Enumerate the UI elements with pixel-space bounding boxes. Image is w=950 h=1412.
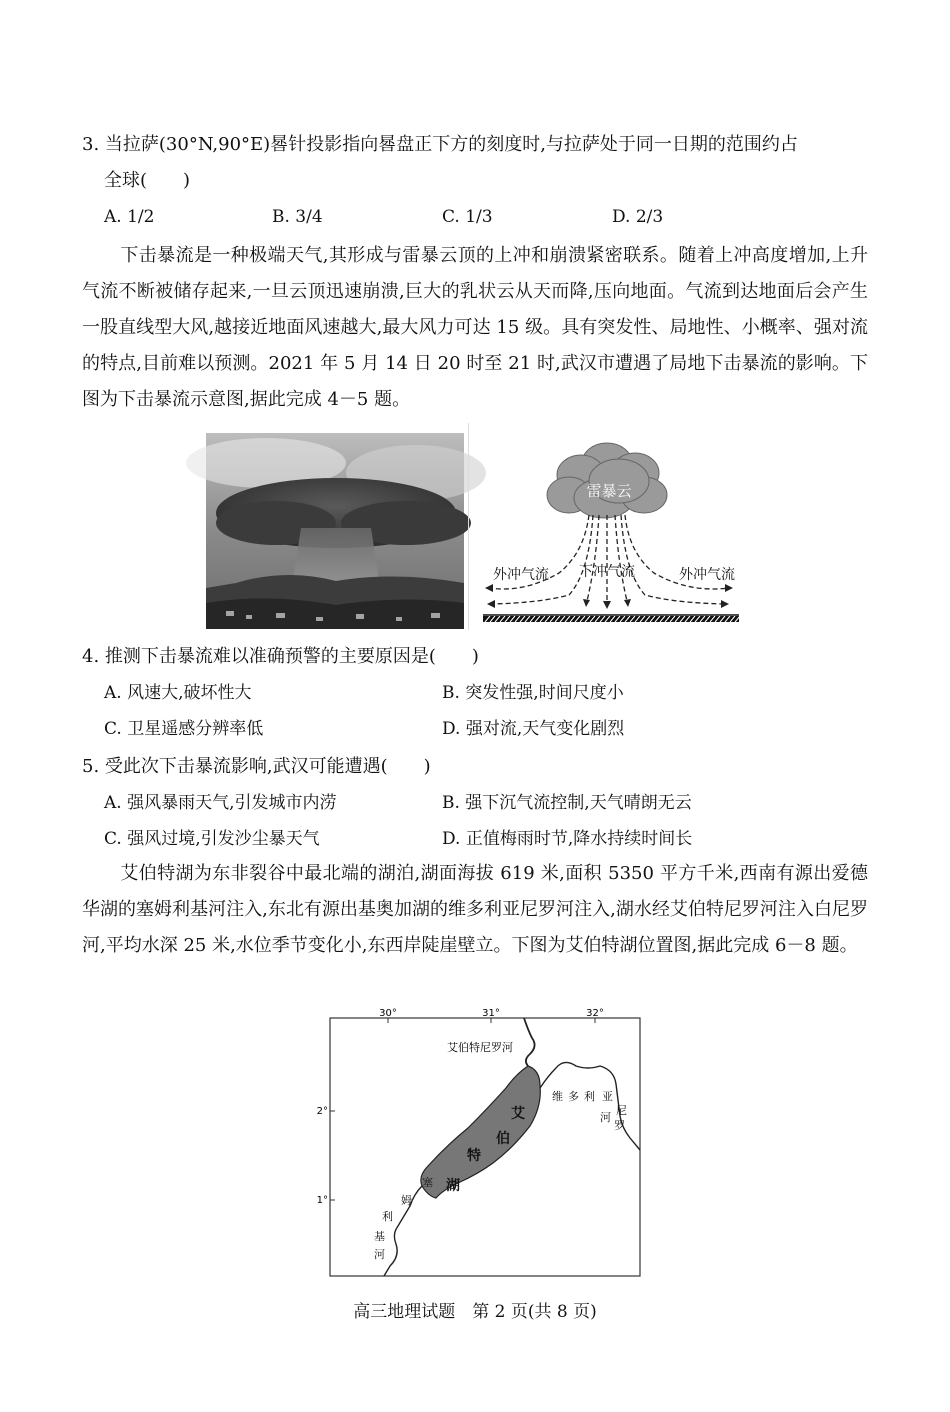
- victoria-nile-char: 维: [552, 1090, 563, 1103]
- lon-label-32: 32°: [586, 1008, 604, 1019]
- lat-label-1: 1°: [316, 1195, 328, 1206]
- downburst-diagram: [468, 423, 745, 630]
- albert-nile-label: 艾伯特尼罗河: [447, 1041, 513, 1054]
- semliki-char: 河: [374, 1248, 385, 1261]
- passage-lake-albert-text: 艾伯特湖为东非裂谷中最北端的湖泊,湖面海拔 619 米,面积 5350 平方千米,西南有源出爱德华湖的塞姆利基河注入,东北有源出基奥加湖的维多利亚尼罗河注入,湖水经艾伯特尼罗河注入白尼罗河,平均水深 25 米,水位季节变化小,东西岸陡崖壁立。下图为艾伯特湖位置图,据此完成 6－8 题。: [82, 863, 868, 956]
- q5-option-a: A. 强风暴雨天气,引发城市内涝: [104, 793, 337, 813]
- downdraft-label: 下冲气流: [579, 564, 635, 580]
- lake-albert-map: [318, 1008, 644, 1280]
- thunderstorm-cloud: [547, 443, 667, 518]
- victoria-nile-char: 河: [600, 1111, 611, 1124]
- outflow-right-label: 外冲气流: [679, 567, 735, 583]
- page-footer: 高三地理试题 第 2 页(共 8 页): [353, 1302, 597, 1322]
- semliki-char: 姆: [401, 1194, 412, 1207]
- semliki-char: 塞: [422, 1176, 433, 1189]
- q3-stem-line1: 3. 当拉萨(30°N,90°E)晷针投影指向晷盘正下方的刻度时,与拉萨处于同一日期的范围约占: [82, 134, 798, 155]
- q4-option-c: C. 卫星遥感分辨率低: [104, 719, 264, 739]
- q3-option-c: C. 1/3: [442, 207, 493, 227]
- lon-label-31: 31°: [482, 1008, 500, 1019]
- q4-stem: 4. 推测下击暴流难以准确预警的主要原因是( ): [82, 646, 479, 667]
- semliki-char: 利: [382, 1210, 393, 1223]
- q4-option-d: D. 强对流,天气变化剧烈: [442, 719, 625, 739]
- lake-char: 艾: [511, 1106, 525, 1122]
- q4-option-b: B. 突发性强,时间尺度小: [442, 683, 624, 703]
- q5-option-b: B. 强下沉气流控制,天气晴朗无云: [442, 793, 692, 813]
- victoria-nile-char: 尼: [616, 1104, 627, 1117]
- downdraft-lines: [489, 515, 729, 604]
- q3-option-d: D. 2/3: [612, 207, 664, 227]
- q5-option-c: C. 强风过境,引发沙尘暴天气: [104, 829, 320, 849]
- q5-stem: 5. 受此次下击暴流影响,武汉可能遭遇( ): [82, 756, 431, 777]
- outflow-left-label: 外冲气流: [493, 567, 549, 583]
- q3-option-b: B. 3/4: [272, 207, 323, 227]
- q5-option-d: D. 正值梅雨时节,降水持续时间长: [442, 829, 693, 849]
- victoria-nile-char: 亚: [602, 1090, 613, 1103]
- downburst-figure: [206, 423, 744, 630]
- lake-char: 湖: [446, 1178, 460, 1194]
- q4-option-a: A. 风速大,破坏性大: [104, 683, 252, 703]
- lon-label-30: 30°: [379, 1008, 397, 1019]
- passage-downburst-text: 下击暴流是一种极端天气,其形成与雷暴云顶的上冲和崩溃紧密联系。随着上冲高度增加,上升气流不断被储存起来,一旦云顶迅速崩溃,巨大的乳状云从天而降,压向地面。气流到达地面后会产生一股直线型大风,越接近地面风速越大,最大风力可达 15 级。具有突发性、局地性、小概率、强对流的特点,目前难以预测。2021 年 5 月 14 日 20 时至 21 时,武汉市遭遇了局地下击暴流的影响。下图为下击暴流示意图,据此完成 4－5 题。: [82, 245, 868, 410]
- passage-lake-albert: [82, 856, 868, 964]
- victoria-nile-char: 多: [568, 1090, 579, 1103]
- lake-char: 伯: [496, 1131, 510, 1147]
- semliki-char: 基: [374, 1230, 385, 1243]
- lat-label-2: 2°: [316, 1106, 328, 1117]
- q3-option-a: A. 1/2: [104, 207, 155, 227]
- victoria-nile-char: 利: [584, 1090, 595, 1103]
- q3-stem-line2: 全球( ): [104, 170, 191, 191]
- passage-downburst: [82, 238, 868, 418]
- lake-char: 特: [467, 1148, 481, 1164]
- ground-hatch: [483, 615, 740, 622]
- downburst-photo: [206, 433, 464, 629]
- cloud-label: 雷暴云: [586, 482, 632, 500]
- victoria-nile-char: 罗: [614, 1119, 625, 1132]
